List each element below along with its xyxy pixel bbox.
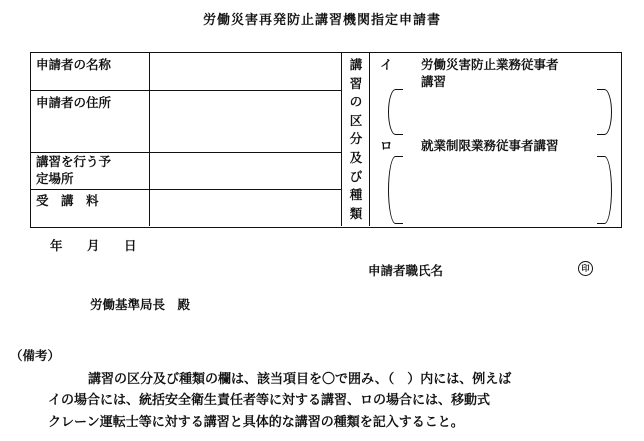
remarks-line-3: クレーン運転士等に対する講習と具体的な講習の種類を記入すること。 bbox=[48, 415, 464, 430]
applicant-name-field[interactable] bbox=[151, 53, 340, 89]
document-title: 労働災害再発防止講習機関指定申請書 bbox=[202, 13, 441, 28]
category-header-char: 及 bbox=[349, 149, 363, 165]
date-month-label: 月 bbox=[87, 238, 100, 253]
category-header-char: 種 bbox=[349, 187, 363, 203]
category-header-char: び bbox=[349, 168, 363, 184]
category-header-char: 類 bbox=[349, 205, 363, 221]
category-header-char: 区 bbox=[349, 112, 363, 128]
option-ro-detail-field[interactable] bbox=[403, 158, 595, 220]
seal-mark: 印 bbox=[578, 261, 593, 276]
option-i-left-paren bbox=[388, 89, 403, 135]
date-day-label: 日 bbox=[124, 238, 137, 253]
option-i-text-line2: 講習 bbox=[421, 74, 447, 89]
category-header-char: 講 bbox=[349, 57, 363, 72]
option-i-detail-field[interactable] bbox=[403, 91, 595, 131]
category-header-char: 習 bbox=[349, 75, 363, 91]
row-divider-3 bbox=[31, 189, 341, 190]
field-label-venue-line1: 講習を行う予 bbox=[36, 154, 112, 169]
option-ro-right-paren bbox=[597, 156, 612, 224]
fields-right-border bbox=[341, 53, 342, 226]
field-label-fee: 受 講 料 bbox=[36, 193, 99, 208]
option-ro-left-paren bbox=[388, 156, 403, 224]
remarks-heading: （備考） bbox=[10, 348, 61, 363]
venue-field[interactable] bbox=[151, 154, 340, 188]
category-header-char: 分 bbox=[349, 131, 363, 147]
option-i-right-paren bbox=[597, 89, 612, 135]
category-header-vertical bbox=[347, 56, 365, 223]
category-header-char: の bbox=[349, 94, 363, 110]
option-i-text-line1: 労働災害防止業務従事者 bbox=[421, 57, 559, 72]
addressee: 労働基準局長 殿 bbox=[90, 297, 191, 312]
row-divider-1 bbox=[31, 90, 341, 91]
remarks-line-2: イの場合には、統括安全衛生責任者等に対する講習、ロの場合には、移動式 bbox=[48, 393, 491, 408]
category-header-divider bbox=[369, 53, 370, 226]
option-ro-marker: ロ bbox=[380, 138, 393, 153]
remarks-line-1: 講習の区分及び種類の欄は、該当項目を〇で囲み、（ ）内には、例えば bbox=[88, 372, 512, 387]
field-label-applicant-name: 申請者の名称 bbox=[36, 57, 112, 72]
fee-field[interactable] bbox=[151, 191, 340, 225]
field-label-applicant-address: 申請者の住所 bbox=[36, 95, 112, 110]
option-i-marker: イ bbox=[380, 57, 393, 72]
label-column-divider bbox=[149, 53, 150, 226]
applicant-address-field[interactable] bbox=[151, 92, 340, 151]
option-ro-text: 就業制限業務従事者講習 bbox=[421, 138, 559, 153]
field-label-venue-line2: 定場所 bbox=[36, 171, 74, 186]
applicant-title-name-label: 申請者職氏名 bbox=[368, 263, 444, 278]
application-form-table bbox=[30, 52, 622, 228]
date-year-label: 年 bbox=[50, 238, 63, 253]
